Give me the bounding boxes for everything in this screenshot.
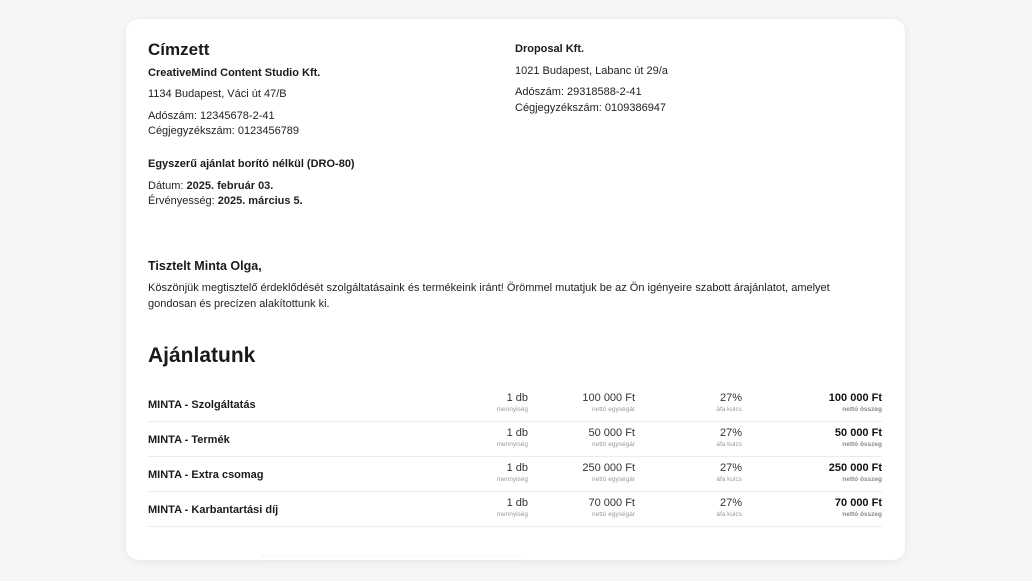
item-net-unit-cell (589, 497, 635, 519)
item-net-total: 50 000 Ft (834, 427, 882, 439)
sender-tax-id: Adószám: 29318588-2-41 (515, 86, 642, 98)
item-vat-label: áfa kulcs (716, 406, 742, 413)
offer-validity (148, 195, 303, 207)
item-vat: 27% (719, 462, 742, 474)
item-qty-label: mennyiség (496, 476, 528, 483)
item-name: MINTA - Karbantartási díj (148, 504, 279, 516)
item-qty-cell (497, 462, 528, 484)
offer-item-row (148, 492, 882, 527)
item-vat-cell (716, 392, 742, 414)
item-vat-cell (716, 497, 742, 519)
item-net-unit: 50 000 Ft (588, 427, 635, 439)
item-qty: 1 db (506, 462, 528, 474)
letter-greeting: Tisztelt Minta Olga, (148, 259, 262, 273)
item-vat: 27% (719, 497, 742, 509)
item-net-unit-cell (589, 427, 635, 449)
item-vat: 27% (719, 427, 742, 439)
item-net-total-cell (835, 497, 882, 519)
item-vat-label: áfa kulcs (716, 476, 742, 483)
item-qty-cell (497, 497, 528, 519)
item-qty-label: mennyiség (496, 406, 528, 413)
item-net-total-label: nettó összeg (842, 511, 882, 518)
sender-reg-no: Cégjegyzékszám: 0109386947 (515, 102, 667, 114)
offer-title: Egyszerű ajánlat borító nélkül (DRO-80) (148, 158, 355, 170)
offer-item-row (148, 422, 882, 457)
item-qty-label: mennyiség (496, 511, 528, 518)
item-qty: 1 db (506, 392, 528, 404)
item-net-unit-cell (582, 462, 635, 484)
offer-item-row (148, 387, 882, 422)
item-vat: 27% (719, 392, 742, 404)
offer-validity-value: 2025. március 5. (217, 195, 303, 207)
offer-date (148, 180, 273, 192)
item-vat-cell (716, 462, 742, 484)
item-net-total-label: nettó összeg (842, 476, 882, 483)
recipient-company: CreativeMind Content Studio Kft. (148, 67, 321, 79)
item-net-unit: 70 000 Ft (588, 497, 635, 509)
item-net-total: 100 000 Ft (828, 392, 882, 404)
item-net-unit: 250 000 Ft (582, 462, 635, 474)
item-net-unit-label: nettó egységár (591, 441, 635, 448)
item-vat-cell (716, 427, 742, 449)
offers-heading: Ajánlatunk (148, 344, 256, 367)
sender-company: Droposal Kft. (515, 43, 585, 55)
item-qty: 1 db (506, 497, 528, 509)
offer-item-row (148, 457, 882, 492)
item-name: MINTA - Termék (148, 434, 230, 446)
offer-date-label: Dátum: (148, 180, 184, 192)
item-qty-cell (497, 392, 528, 414)
offer-document (126, 19, 905, 560)
item-qty-label: mennyiség (496, 441, 528, 448)
item-net-total: 70 000 Ft (834, 497, 882, 509)
item-qty: 1 db (506, 427, 528, 439)
item-net-total-cell (835, 427, 882, 449)
offer-date-value: 2025. február 03. (186, 180, 274, 192)
sender-address: 1021 Budapest, Labanc út 29/a (515, 65, 668, 77)
offer-items-list (148, 387, 882, 527)
item-name: MINTA - Extra csomag (148, 469, 264, 481)
item-vat-label: áfa kulcs (716, 511, 742, 518)
item-net-unit-cell (582, 392, 635, 414)
recipient-reg-no: Cégjegyzékszám: 0123456789 (148, 125, 300, 137)
item-vat-label: áfa kulcs (716, 441, 742, 448)
item-net-unit-label: nettó egységár (591, 511, 635, 518)
item-net-total: 250 000 Ft (828, 462, 882, 474)
item-net-total-label: nettó összeg (842, 441, 882, 448)
item-net-total-cell (829, 392, 882, 414)
recipient-tax-id: Adószám: 12345678-2-41 (148, 110, 275, 122)
recipient-address: 1134 Budapest, Váci út 47/B (148, 88, 287, 100)
item-net-total-label: nettó összeg (842, 406, 882, 413)
item-net-unit: 100 000 Ft (582, 392, 635, 404)
recipient-heading: Címzett (148, 40, 210, 59)
offer-validity-label: Érvényesség: (148, 195, 215, 207)
letter-body: Köszönjük megtisztelő érdeklődését szolgáltatásaink és termékeink iránt! Örömmel mutatjuk be az Ön igényeire szabott árajánlatot, amelyet gondosan és precízen alakítottunk ki. (148, 282, 830, 310)
page-edge-shadow (260, 557, 520, 560)
item-name: MINTA - Szolgáltatás (148, 399, 256, 411)
item-net-unit-label: nettó egységár (591, 476, 635, 483)
item-net-unit-label: nettó egységár (591, 406, 635, 413)
item-qty-cell (497, 427, 528, 449)
item-net-total-cell (829, 462, 882, 484)
